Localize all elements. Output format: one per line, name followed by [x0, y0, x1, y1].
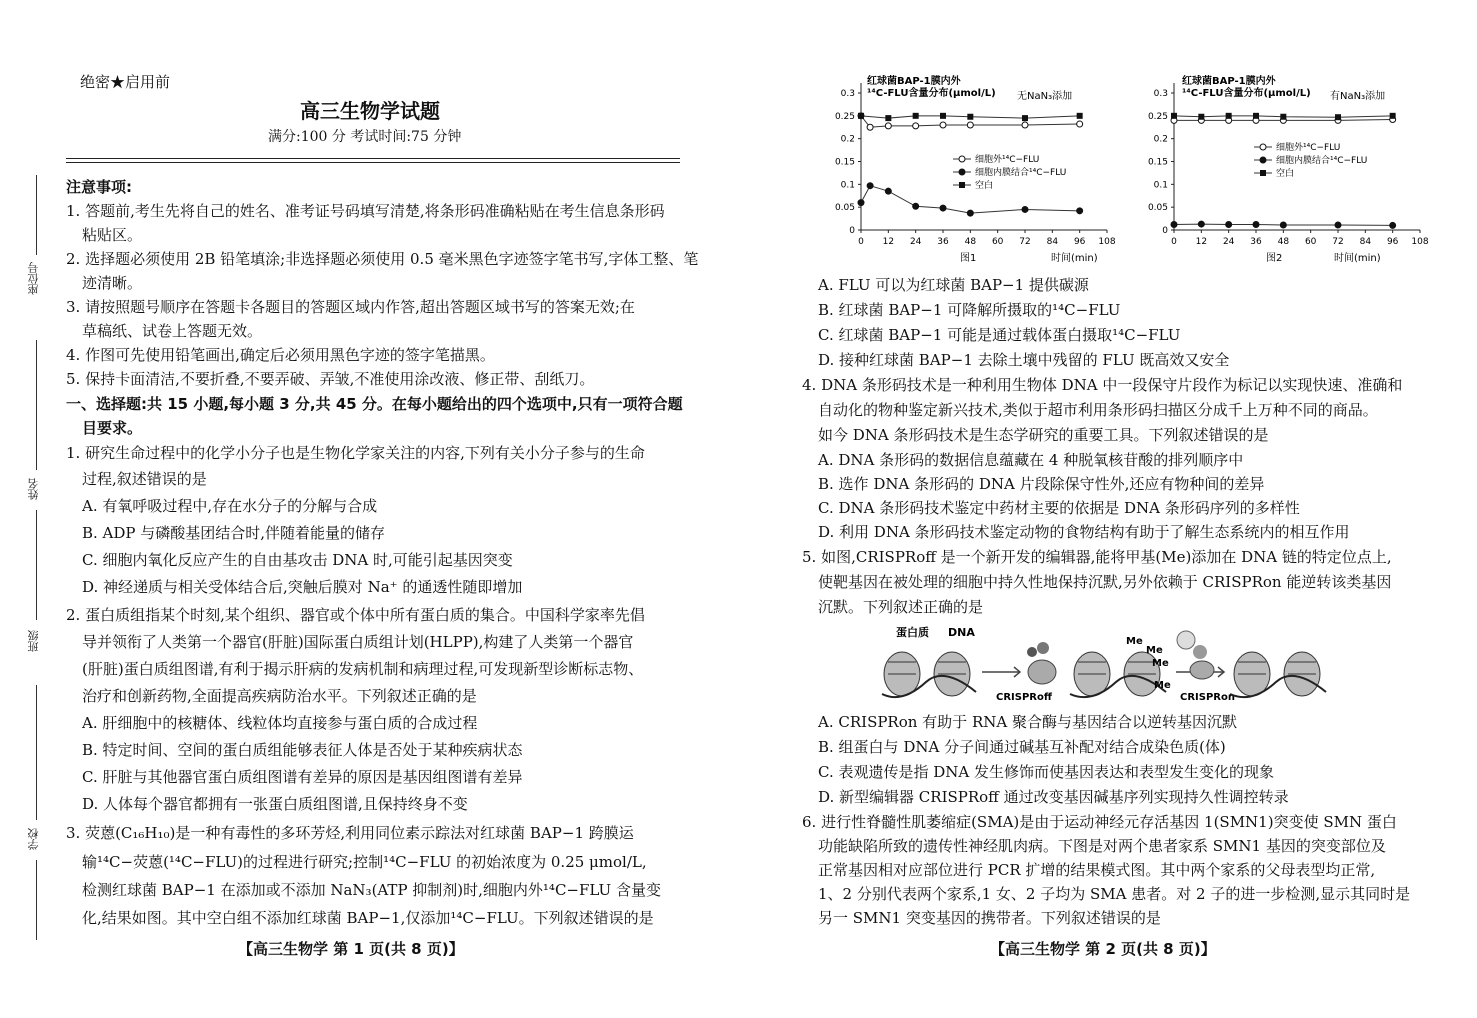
data-point [1390, 113, 1396, 119]
chart-fig1 [825, 75, 1125, 275]
data-point [1335, 114, 1341, 120]
x-tick-label: 24 [1222, 237, 1235, 247]
chart2-ticks [1148, 89, 1429, 247]
q6-stem-3: 正常基因相对应部位进行 PCR 扩增的结果模式图。其中两个家系的父母表型均正常, [818, 861, 1376, 879]
nucleosome-pair-3 [1230, 652, 1326, 697]
data-point [913, 113, 919, 119]
chart2-annotation: 有NaN₃添加 [1330, 91, 1386, 102]
y-tick-label: 0.15 [834, 157, 855, 168]
section-heading: 一、选择题:共 15 小题,每小题 3 分,共 45 分。在每小题给出的四个选项中,只有一项符合题 [66, 395, 683, 413]
data-point [858, 200, 864, 206]
q2-stem-4: 治疗和创新药物,全面提高疾病防治水平。下列叙述正确的是 [82, 687, 477, 705]
chart1-title-1: 红球菌BAP-1膜内外 [867, 76, 961, 87]
data-point [967, 210, 973, 216]
q3-option-b: B. 红球菌 BAP−1 可降解所摄取的¹⁴C−FLU [818, 301, 1121, 319]
q2-option-d: D. 人体每个器官都拥有一张蛋白质组图谱,且保持终身不变 [82, 795, 468, 813]
fig-me-label: Me [1146, 645, 1163, 656]
data-point [1390, 222, 1396, 228]
data-point [1280, 222, 1286, 228]
q1-stem: 1. 研究生命过程中的化学小分子也是生物化学家关注的内容,下列有关小分子参与的生命 [66, 444, 645, 462]
data-point [940, 122, 946, 128]
data-point [1077, 121, 1083, 127]
note-1-cont: 粘贴区。 [82, 226, 143, 244]
chart1-title-2: ¹⁴C-FLU含量分布(μmol/L) [867, 88, 996, 99]
fig-me-label: Me [1152, 658, 1169, 669]
note-2: 2. 选择题必须使用 2B 铅笔填涂;非选择题必须使用 0.5 毫米黑色字迹签字笔书写,字体工整、笔 [66, 250, 699, 268]
q5-stem: 5. 如图,CRISPRoff 是一个新开发的编辑器,能将甲基(Me)添加在 DNA 链的特定位点上, [802, 548, 1392, 566]
legend-label: 细胞内膜结合¹⁴C−FLU [1276, 156, 1368, 166]
x-tick-label: 48 [964, 237, 977, 247]
data-point [867, 124, 873, 130]
data-point [885, 188, 891, 194]
chart-fig2 [1138, 75, 1438, 275]
chart1-caption: 图1 [960, 253, 977, 264]
notes-title: 注意事项: [66, 178, 132, 196]
data-point [1198, 114, 1204, 120]
fig-me-label: Me [1126, 636, 1143, 647]
q4-option-a: A. DNA 条形码的数据信息蕴藏在 4 种脱氧核苷酸的排列顺序中 [818, 451, 1244, 469]
arrow-right-icon [982, 667, 1020, 677]
fig-protein-label: 蛋白质 [896, 626, 929, 639]
y-tick-label: 0.15 [1147, 157, 1168, 168]
y-tick-label: 0.25 [1147, 111, 1168, 122]
legend-label: 空白 [1276, 169, 1295, 179]
q6-stem: 6. 进行性脊髓性肌萎缩症(SMA)是由于运动神经元存活基因 1(SMN1)突变使 SMN 蛋白 [802, 813, 1397, 831]
legend-label: 细胞内膜结合¹⁴C−FLU [975, 168, 1067, 178]
binding-line [36, 860, 37, 940]
data-point [967, 114, 973, 120]
q6-stem-2: 功能缺陷所致的遗传性神经肌肉病。下图是对两个患者家系 SMN1 基因的突变部位及 [818, 837, 1386, 855]
y-tick-label: 0 [1162, 226, 1168, 236]
x-tick-label: 72 [1332, 237, 1344, 247]
series-line [861, 186, 1080, 213]
legend-label: 空白 [975, 181, 994, 191]
data-point [867, 183, 873, 189]
footer-page-2: 【高三生物学 第 2 页(共 8 页)】 [990, 940, 1216, 958]
data-point [1022, 122, 1028, 128]
x-tick-label: 96 [1073, 237, 1086, 247]
legend-marker [1260, 144, 1266, 150]
y-tick-label: 0.1 [1153, 180, 1168, 191]
chart1-annotation: 无NaN₃添加 [1017, 91, 1073, 102]
data-point [1171, 222, 1177, 228]
binding-line [36, 175, 37, 255]
note-5: 5. 保持卡面清洁,不要折叠,不要弄破、弄皱,不准使用涂改液、修正带、刮纸刀。 [66, 370, 595, 388]
data-point [1198, 221, 1204, 227]
q5-option-a: A. CRISPRon 有助于 RNA 聚合酶与基因结合以逆转基因沉默 [818, 713, 1237, 731]
data-point [1022, 206, 1028, 212]
q3-stem: 3. 荧蒽(C₁₆H₁₀)是一种有毒性的多环芳烃,利用同位素示踪法对红球菌 BAP−1 跨膜运 [66, 824, 634, 842]
q3-stem-2: 输¹⁴C−荧蒽(¹⁴C−FLU)的过程进行研究;控制¹⁴C−FLU 的初始浓度为 0.25 μmol/L, [82, 853, 647, 871]
q3-stem-3: 检测红球菌 BAP−1 在添加或不添加 NaN₃(ATP 抑制剂)时,细胞内外¹⁴C−FLU 含量变 [82, 881, 661, 899]
legend-marker [959, 182, 965, 188]
nucleosome-pair-1 [882, 652, 976, 697]
q4-option-b: B. 选作 DNA 条形码的 DNA 片段除保守性外,还应有物种间的差异 [818, 475, 1265, 493]
q5-stem-3: 沉默。下列叙述正确的是 [818, 598, 984, 616]
class-label: 班级 [27, 630, 40, 652]
q4-option-d: D. 利用 DNA 条形码技术鉴定动物的食物结构有助于了解生态系统内的相互作用 [818, 523, 1350, 541]
chart2-legend [1254, 141, 1367, 179]
x-tick-label: 0 [1171, 237, 1177, 247]
binding-line [36, 685, 37, 820]
chart1-xlabel: 时间(min) [1051, 253, 1098, 264]
data-point [885, 123, 891, 129]
y-tick-label: 0.3 [1153, 89, 1168, 99]
data-point [1077, 113, 1083, 119]
x-tick-label: 36 [1250, 237, 1262, 247]
y-tick-label: 0.05 [834, 203, 855, 214]
x-tick-label: 48 [1277, 237, 1290, 247]
q1-option-b: B. ADP 与磷酸基团结合时,伴随着能量的储存 [82, 524, 386, 542]
q2-option-a: A. 肝细胞中的核糖体、线粒体均直接参与蛋白质的合成过程 [82, 714, 478, 732]
q3-option-d: D. 接种红球菌 BAP−1 去除土壤中残留的 FLU 既高效又安全 [818, 351, 1230, 369]
y-tick-label: 0 [849, 226, 855, 236]
title-rule [66, 158, 680, 163]
data-point [1226, 222, 1232, 228]
y-tick-label: 0.05 [1147, 203, 1168, 214]
x-tick-label: 84 [1359, 237, 1372, 247]
q6-stem-4: 1、2 分别代表两个家系,1 女、2 子均为 SMA 患者。对 2 子的进一步检测,显示其同时是 [818, 885, 1411, 903]
legend-marker [959, 169, 965, 175]
data-point [940, 205, 946, 211]
x-tick-label: 108 [1411, 237, 1429, 247]
chart2-xlabel: 时间(min) [1334, 253, 1381, 264]
school-label: 学校 [27, 828, 40, 850]
crisproff-enzyme [1027, 642, 1056, 684]
y-tick-label: 0.2 [1153, 134, 1168, 145]
note-1: 1. 答题前,考生先将自己的姓名、准考证号码填写清楚,将条形码准确粘贴在考生信息条形码 [66, 202, 665, 220]
data-point [1077, 208, 1083, 214]
data-point [1226, 113, 1232, 119]
q1-option-c: C. 细胞内氧化反应产生的自由基攻击 DNA 时,可能引起基因突变 [82, 551, 513, 569]
fig-crispron-label: CRISPRon [1180, 692, 1235, 703]
y-tick-label: 0.1 [840, 180, 855, 191]
q5-option-d: D. 新型编辑器 CRISPRoff 通过改变基因碱基序列实现持久性调控转录 [818, 788, 1289, 806]
q2-stem-2: 导并领衔了人类第一个器官(肝脏)国际蛋白质组计划(HLPP),构建了人类第一个器官 [82, 633, 634, 651]
x-tick-label: 72 [1019, 237, 1031, 247]
subtitle: 满分:100 分 考试时间:75 分钟 [268, 129, 462, 145]
x-tick-label: 12 [1195, 237, 1208, 247]
data-point [1280, 114, 1286, 120]
footer-page-1: 【高三生物学 第 1 页(共 8 页)】 [238, 940, 464, 958]
fig-dna-label: DNA [948, 626, 975, 639]
x-tick-label: 0 [858, 237, 864, 247]
binding-line [36, 510, 37, 620]
data-point [858, 113, 864, 119]
note-3-cont: 草稿纸、试卷上答题无效。 [82, 322, 263, 340]
q2-option-b: B. 特定时间、空间的蛋白质组能够表征人体是否处于某种疾病状态 [82, 741, 523, 759]
x-tick-label: 108 [1098, 237, 1116, 247]
x-tick-label: 60 [991, 237, 1004, 247]
x-tick-label: 12 [882, 237, 895, 247]
q1-option-a: A. 有氧呼吸过程中,存在水分子的分解与合成 [82, 497, 378, 515]
legend-marker [959, 156, 965, 162]
data-point [1171, 113, 1177, 119]
q5-stem-2: 使靶基因在被处理的细胞中持久性地保持沉默,另外依赖于 CRISPRon 能逆转该类基因 [818, 573, 1392, 591]
legend-label: 细胞外¹⁴C−FLU [975, 155, 1040, 165]
section-heading-cont: 目要求。 [82, 419, 143, 437]
x-tick-label: 24 [909, 237, 922, 247]
seat-label: 座位号 [27, 262, 40, 295]
q3-option-a: A. FLU 可以为红球菌 BAP−1 提供碳源 [818, 276, 1089, 294]
data-point [1335, 222, 1341, 228]
x-tick-label: 60 [1304, 237, 1317, 247]
q1-stem-cont: 过程,叙述错误的是 [82, 470, 207, 488]
q3-option-c: C. 红球菌 BAP−1 可能是通过载体蛋白摄取¹⁴C−FLU [818, 326, 1181, 344]
y-tick-label: 0.2 [840, 134, 855, 145]
chart2-title-1: 红球菌BAP-1膜内外 [1182, 76, 1276, 87]
data-point [913, 123, 919, 129]
fig-crisproff-label: CRISPRoff [996, 692, 1052, 703]
legend-marker [1260, 170, 1266, 176]
chart2-title-2: ¹⁴C-FLU含量分布(μmol/L) [1182, 88, 1311, 99]
data-point [1022, 115, 1028, 121]
q6-stem-5: 另一 SMN1 突变基因的携带者。下列叙述错误的是 [818, 909, 1161, 927]
x-tick-label: 96 [1386, 237, 1399, 247]
q2-stem: 2. 蛋白质组指某个时刻,某个组织、器官或个体中所有蛋白质的集合。中国科学家率先倡 [66, 606, 645, 624]
data-point [885, 115, 891, 121]
q5-option-c: C. 表观遗传是指 DNA 发生修饰而使基因表达和表型发生变化的现象 [818, 763, 1275, 781]
q4-stem-3: 如今 DNA 条形码技术是生态学研究的重要工具。下列叙述错误的是 [818, 426, 1269, 444]
q4-option-c: C. DNA 条形码技术鉴定中药材主要的依据是 DNA 条形码序列的多样性 [818, 499, 1300, 517]
chart1-legend [953, 153, 1066, 191]
data-point [913, 203, 919, 209]
q5-option-b: B. 组蛋白与 DNA 分子间通过碱基互补配对结合成染色质(体) [818, 738, 1226, 756]
data-point [967, 122, 973, 128]
q4-stem-2: 自动化的物种鉴定新兴技术,类似于超市利用条形码扫描区分成千上万种不同的商品。 [818, 401, 1378, 419]
legend-marker [1260, 157, 1266, 163]
chart1-marks [858, 113, 1083, 216]
binding-line [36, 340, 37, 470]
chart2-caption: 图2 [1266, 253, 1283, 264]
x-tick-label: 36 [937, 237, 949, 247]
q4-stem: 4. DNA 条形码技术是一种利用生物体 DNA 中一段保守片段作为标记以实现快速、准确和 [802, 376, 1403, 394]
note-3: 3. 请按照题号顺序在答题卡各题目的答题区域内作答,超出答题区域书写的答案无效;在 [66, 298, 635, 316]
crispr-figure [880, 622, 1350, 712]
q1-option-d: D. 神经递质与相关受体结合后,突触后膜对 Na⁺ 的通透性随即增加 [82, 578, 523, 596]
data-point [940, 113, 946, 119]
page-title: 高三生物学试题 [300, 99, 440, 123]
y-tick-label: 0.25 [834, 111, 855, 122]
q2-option-c: C. 肝脏与其他器官蛋白质组图谱有差异的原因是基因组图谱有差异 [82, 768, 523, 786]
name-label: 姓名 [27, 478, 40, 500]
data-point [1253, 113, 1259, 119]
q2-stem-3: (肝脏)蛋白质组图谱,有利于揭示肝病的发病机制和病理过程,可发现新型诊断标志物、 [82, 660, 644, 678]
y-tick-label: 0.3 [840, 89, 855, 99]
secret-tag: 绝密★启用前 [80, 73, 171, 91]
legend-label: 细胞外¹⁴C−FLU [1276, 143, 1341, 153]
q3-stem-4: 化,结果如图。其中空白组不添加红球菌 BAP−1,仅添加¹⁴C−FLU。下列叙述错误的是 [82, 909, 654, 927]
note-2-cont: 迹清晰。 [82, 274, 143, 292]
x-tick-label: 84 [1046, 237, 1059, 247]
data-point [1253, 222, 1259, 228]
note-4: 4. 作图可先使用铅笔画出,确定后必须用黑色字迹的签字笔描黑。 [66, 346, 495, 364]
fig-me-label: Me [1154, 680, 1171, 691]
